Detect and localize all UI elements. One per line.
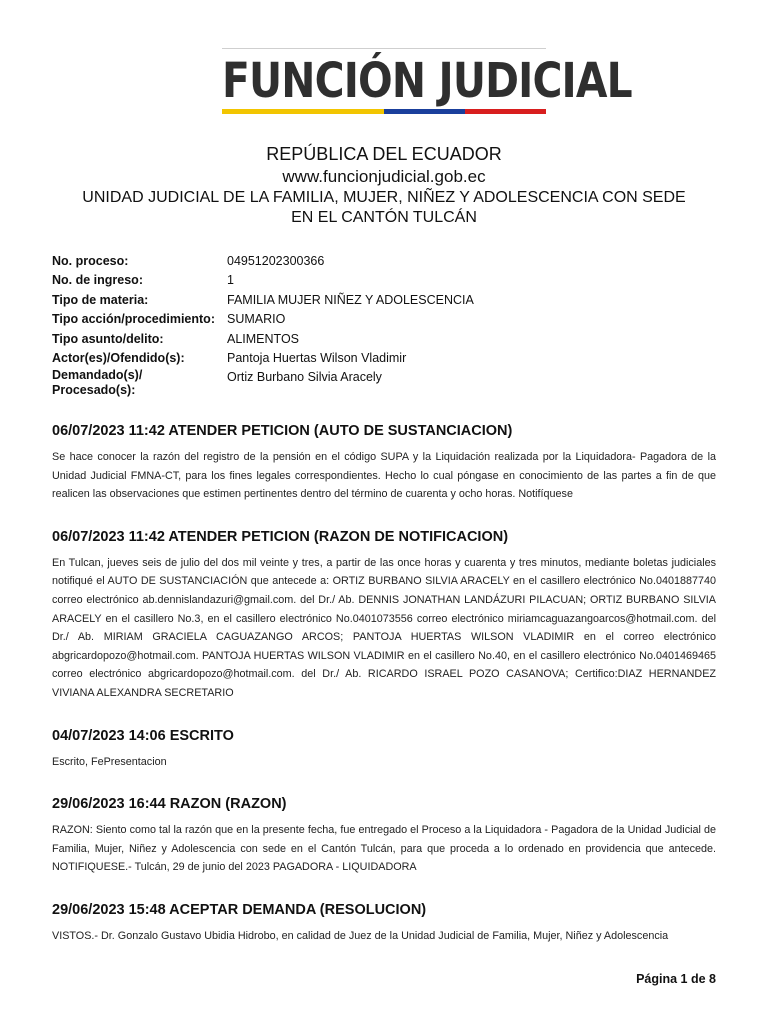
website-text: www.funcionjudicial.gob.ec bbox=[282, 167, 486, 186]
entry bbox=[52, 524, 716, 703]
entry-body: RAZON: Siento como tal la razón que en la presente fecha, fue entregado el Proceso a la Liquidadora - Pagadora de la Unidad Judicial de Familia, Mujer, Niñez y Adolescencia con sede en el Cantón Tulcán, para que proceda a lo ordenado en providencia que antecede. NOTIFIQUESE.- Tulcán, 29 de junio del 2023 PAGADORA - LIQUIDADORA bbox=[52, 824, 716, 874]
meta-label: Demandado(s)/ Procesado(s): bbox=[52, 368, 143, 398]
logo-text: FUNCIÓN JUDICIAL bbox=[222, 53, 632, 109]
flag-blue bbox=[384, 109, 465, 114]
entry-title: 29/06/2023 15:48 ACEPTAR DEMANDA (RESOLUCION) bbox=[52, 901, 427, 918]
entry-body: Escrito, FePresentacion bbox=[52, 755, 167, 768]
document-header bbox=[40, 142, 728, 228]
meta-label: Tipo de materia: bbox=[52, 292, 149, 307]
meta-row bbox=[52, 368, 722, 398]
meta-value: Ortiz Burbano Silvia Aracely bbox=[227, 370, 382, 385]
entry bbox=[52, 418, 716, 504]
entry-body: Se hace conocer la razón del registro de la pensión en el código SUPA y la Liquidación realizada por la Liquidadora- Pagadora de la Unidad Judicial FMNA-CT, para los fines legales correspondientes. Hecho lo cual póngase en conocimiento de las partes a fin de que realicen las observaciones que estimen pertinentes dentro del término de cuarenta y ocho horas. Notifíquese bbox=[52, 451, 716, 501]
republic-title: REPÚBLICA DEL ECUADOR bbox=[266, 144, 502, 164]
flag-red bbox=[465, 109, 546, 114]
meta-value: Pantoja Huertas Wilson Vladimir bbox=[227, 351, 407, 366]
meta-value: 1 bbox=[227, 273, 234, 288]
entry-title: 29/06/2023 16:44 RAZON (RAZON) bbox=[52, 796, 287, 813]
flag-stripe bbox=[222, 109, 546, 114]
meta-label: Actor(es)/Ofendido(s): bbox=[52, 351, 185, 366]
logo bbox=[222, 48, 632, 114]
meta-label: Tipo acción/procedimiento: bbox=[52, 312, 215, 327]
meta-label: Tipo asunto/delito: bbox=[52, 331, 164, 346]
case-metadata bbox=[52, 252, 722, 398]
entry-title: 06/07/2023 11:42 ATENDER PETICION (AUTO DE SUSTANCIACION) bbox=[52, 423, 513, 439]
meta-value: 04951202300366 bbox=[227, 254, 325, 268]
logo-divider bbox=[222, 48, 546, 49]
entry bbox=[52, 791, 716, 877]
meta-value: FAMILIA MUJER NIÑEZ Y ADOLESCENCIA bbox=[227, 292, 474, 307]
meta-label: No. proceso: bbox=[52, 254, 129, 268]
meta-row bbox=[52, 252, 722, 271]
meta-row bbox=[52, 291, 722, 310]
entry-body: VISTOS.- Dr. Gonzalo Gustavo Ubidia Hidrobo, en calidad de Juez de la Unidad Judicial de Familia, Mujer, Niñez y Adolescencia bbox=[52, 929, 669, 942]
flag-yellow bbox=[222, 109, 384, 114]
meta-value: ALIMENTOS bbox=[227, 331, 300, 346]
meta-label: No. de ingreso: bbox=[52, 273, 143, 288]
meta-row bbox=[52, 330, 722, 349]
unit-title-line2: EN EL CANTÓN TULCÁN bbox=[291, 209, 477, 226]
entry-body: En Tulcan, jueves seis de julio del dos mil veinte y tres, a partir de las once horas y cuarenta y tres minutos, mediante boletas judiciales notifiqué el AUTO DE SUSTANCIACIÓN que antecede a: ORTIZ BURBANO SILVIA ARACELY en el casillero electrónico No.0401887740 correo electrónico ab.dennislandazuri@gmail.com. del Dr./ Ab. DENNIS JONATHAN LANDÁZURI PILACUAN; ORTIZ BURBANO SILVIA ARACELY en el casillero No.3, en el casillero electrónico No.0401073556 correo electrónico miriamcaguazangoarcos@hotmail.com. del Dr./ Ab. MIRIAM GRACIELA CAGUAZANGO ARCOS; PANTOJA HUERTAS WILSON VLADIMIR en el correo electrónico abgricardopozo@hotmail.com. PANTOJA HUERTAS WILSON VLADIMIR en el casillero No.40, en el casillero electrónico No.0401469465 correo electrónico abgricardopozo@hotmail.com. del Dr./ Ab. RICARDO ISRAEL POZO CASANOVA; Certifico:DIAZ HERNANDEZ VIVIANA ALEXANDRA SECRETARIO bbox=[52, 556, 716, 699]
page-number: Página 1 de 8 bbox=[636, 972, 716, 986]
meta-row bbox=[52, 271, 722, 290]
entry-title: 06/07/2023 11:42 ATENDER PETICION (RAZON DE NOTIFICACION) bbox=[52, 528, 509, 545]
entry-title: 04/07/2023 14:06 ESCRITO bbox=[52, 727, 234, 744]
meta-row bbox=[52, 310, 722, 329]
entry bbox=[52, 723, 716, 772]
meta-row bbox=[52, 349, 722, 368]
meta-value: SUMARIO bbox=[227, 312, 286, 327]
case-entries bbox=[52, 418, 716, 966]
unit-title-line1: UNIDAD JUDICIAL DE LA FAMILIA, MUJER, NIÑEZ Y ADOLESCENCIA CON SEDE bbox=[82, 189, 686, 206]
entry bbox=[52, 897, 716, 946]
